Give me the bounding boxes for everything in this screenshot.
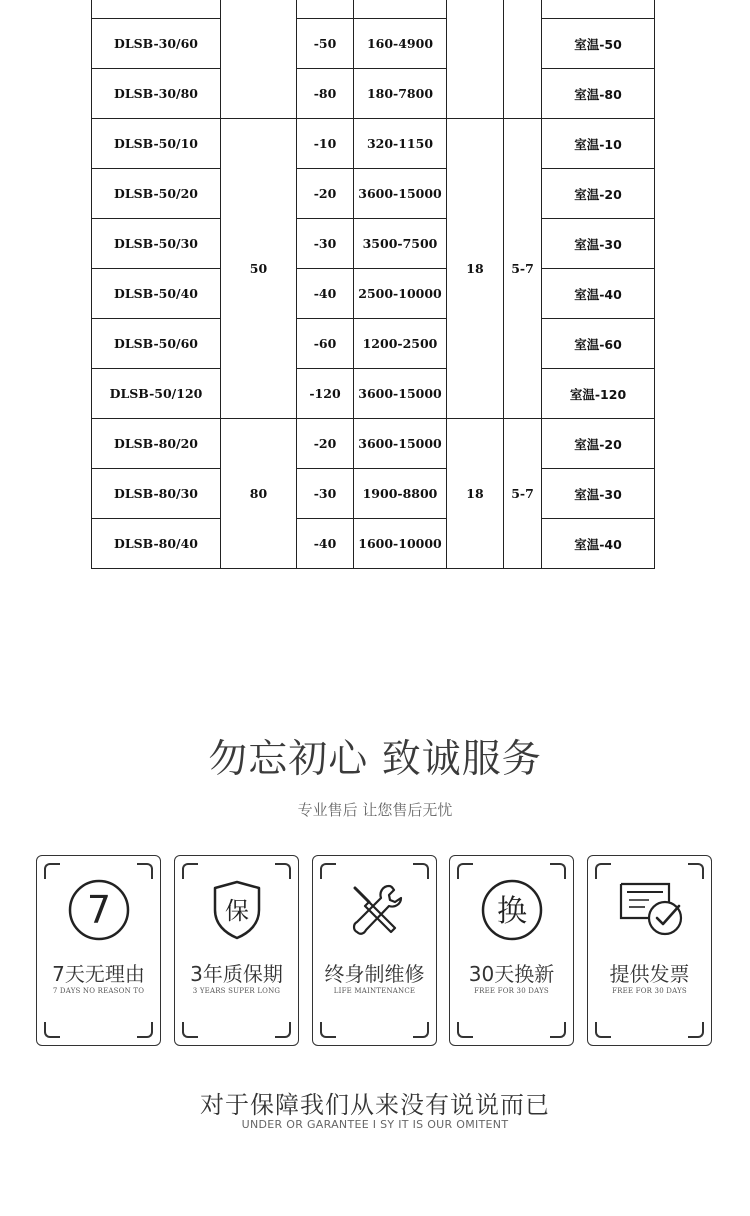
model-cell: DLSB-30/80 bbox=[92, 69, 221, 119]
power-cell: 18 bbox=[447, 119, 504, 419]
tools-icon bbox=[313, 878, 436, 942]
temp-cell: -20 bbox=[297, 419, 354, 469]
corner-decoration bbox=[320, 1022, 336, 1038]
guarantee-subtitle-en: UNDER OR GARANTEE I SY IT IS OUR OMITENT bbox=[241, 1118, 509, 1131]
temp-cell: -30 bbox=[297, 219, 354, 269]
corner-decoration bbox=[44, 1022, 60, 1038]
table-row bbox=[92, 119, 655, 169]
room-temp-cell: 室温-20 bbox=[542, 419, 655, 469]
model-cell: DLSB-50/40 bbox=[92, 269, 221, 319]
service-card-exchange bbox=[449, 855, 574, 1046]
card-subtitle-en: 7 DAYS NO REASON TO bbox=[52, 987, 145, 995]
table-row bbox=[92, 469, 655, 519]
flow-cell: 1200-2500 bbox=[354, 319, 447, 369]
corner-decoration bbox=[275, 863, 291, 879]
pressure-cell: 5-7 bbox=[504, 119, 542, 419]
model-cell: DLSB-50/30 bbox=[92, 219, 221, 269]
room-temp-cell: 室温-60 bbox=[542, 319, 655, 369]
table-row bbox=[92, 519, 655, 569]
card-title: 7天无理由 bbox=[52, 962, 145, 986]
flow-cell: 3600-15000 bbox=[354, 419, 447, 469]
model-cell: DLSB-50/120 bbox=[92, 369, 221, 419]
room-temp-cell: 室温-30 bbox=[542, 469, 655, 519]
room-temp-cell: 室温-80 bbox=[542, 69, 655, 119]
room-temp-cell: 室温-10 bbox=[542, 119, 655, 169]
temp-cell: -30 bbox=[297, 469, 354, 519]
corner-decoration bbox=[320, 863, 336, 879]
card-subtitle-en: FREE FOR 30 DAYS bbox=[474, 987, 549, 995]
seven-circle-icon bbox=[37, 878, 160, 942]
seven-icon-text: 7 bbox=[86, 888, 111, 932]
service-subtitle: 专业售后 让您售后无忧 bbox=[297, 801, 453, 819]
temp-cell: -50 bbox=[297, 19, 354, 69]
temp-cell: -60 bbox=[297, 319, 354, 369]
corner-decoration bbox=[413, 1022, 429, 1038]
corner-decoration bbox=[595, 1022, 611, 1038]
service-card-invoice bbox=[587, 855, 712, 1046]
table-row bbox=[92, 369, 655, 419]
temp-cell: -20 bbox=[297, 169, 354, 219]
pressure-cell: 5-7 bbox=[504, 419, 542, 569]
card-subtitle-en: LIFE MAINTENANCE bbox=[333, 987, 416, 995]
flow-cell: 3500-7500 bbox=[354, 219, 447, 269]
service-cards bbox=[36, 855, 714, 1048]
corner-decoration bbox=[182, 863, 198, 879]
corner-decoration bbox=[457, 863, 473, 879]
pressure-cell bbox=[504, 0, 542, 119]
service-card-3-years bbox=[174, 855, 299, 1046]
room-temp-cell: 室温-120 bbox=[542, 369, 655, 419]
flow-cell: 3600-15000 bbox=[354, 169, 447, 219]
guarantee-title: 对于保障我们从来没有说说而已 bbox=[200, 1091, 550, 1119]
card-subtitle-en: FREE FOR 30 DAYS bbox=[612, 987, 687, 995]
table-row bbox=[92, 0, 655, 19]
room-temp-cell: 室温-30 bbox=[542, 219, 655, 269]
table-row bbox=[92, 19, 655, 69]
corner-decoration bbox=[550, 1022, 566, 1038]
room-temp-cell: 室温-50 bbox=[542, 19, 655, 69]
corner-decoration bbox=[275, 1022, 291, 1038]
card-subtitle-en: 3 YEARS SUPER LONG bbox=[192, 987, 281, 995]
corner-decoration bbox=[688, 1022, 704, 1038]
corner-decoration bbox=[137, 1022, 153, 1038]
shield-icon bbox=[175, 878, 298, 942]
table-row bbox=[92, 169, 655, 219]
temp-cell: -40 bbox=[297, 269, 354, 319]
service-card-7-days bbox=[36, 855, 161, 1046]
card-title: 3年质保期 bbox=[190, 962, 283, 986]
spec-table bbox=[91, 0, 655, 569]
temp-cell: -120 bbox=[297, 369, 354, 419]
model-cell: DLSB-80/20 bbox=[92, 419, 221, 469]
invoice-check-icon bbox=[588, 878, 711, 942]
model-cell: DLSB-50/60 bbox=[92, 319, 221, 369]
corner-decoration bbox=[550, 863, 566, 879]
room-temp-cell: 室温-40 bbox=[542, 519, 655, 569]
model-cell: DLSB-50/10 bbox=[92, 119, 221, 169]
room-temp-cell: 室温-20 bbox=[542, 169, 655, 219]
model-cell: DLSB-80/30 bbox=[92, 469, 221, 519]
power-cell bbox=[447, 0, 504, 119]
exchange-circle-icon bbox=[450, 878, 573, 942]
corner-decoration bbox=[182, 1022, 198, 1038]
temp-cell: -40 bbox=[297, 519, 354, 569]
temp-cell: -80 bbox=[297, 69, 354, 119]
card-title: 提供发票 bbox=[609, 962, 690, 986]
temp-cell: -10 bbox=[297, 119, 354, 169]
table-row bbox=[92, 319, 655, 369]
table-row bbox=[92, 269, 655, 319]
capacity-cell bbox=[221, 0, 297, 119]
room-temp-cell: 室温-40 bbox=[542, 269, 655, 319]
model-cell bbox=[92, 0, 221, 19]
service-title: 勿忘初心 致诚服务 bbox=[208, 737, 542, 782]
flow-cell: 3600-15000 bbox=[354, 369, 447, 419]
flow-cell: 160-4900 bbox=[354, 19, 447, 69]
corner-decoration bbox=[44, 863, 60, 879]
temp-cell bbox=[297, 0, 354, 19]
exchange-icon-text: 换 bbox=[496, 894, 527, 929]
card-title: 终身制维修 bbox=[324, 962, 425, 986]
corner-decoration bbox=[688, 863, 704, 879]
service-card-maintenance bbox=[312, 855, 437, 1046]
model-cell: DLSB-30/60 bbox=[92, 19, 221, 69]
shield-icon-text: 保 bbox=[224, 897, 249, 925]
room-temp-cell bbox=[542, 0, 655, 19]
card-title: 30天换新 bbox=[468, 962, 555, 986]
power-cell: 18 bbox=[447, 419, 504, 569]
flow-cell bbox=[354, 0, 447, 19]
corner-decoration bbox=[457, 1022, 473, 1038]
capacity-cell: 80 bbox=[221, 419, 297, 569]
table-row bbox=[92, 69, 655, 119]
model-cell: DLSB-50/20 bbox=[92, 169, 221, 219]
model-cell: DLSB-80/40 bbox=[92, 519, 221, 569]
flow-cell: 180-7800 bbox=[354, 69, 447, 119]
flow-cell: 2500-10000 bbox=[354, 269, 447, 319]
corner-decoration bbox=[595, 863, 611, 879]
flow-cell: 320-1150 bbox=[354, 119, 447, 169]
flow-cell: 1600-10000 bbox=[354, 519, 447, 569]
table-row bbox=[92, 219, 655, 269]
corner-decoration bbox=[413, 863, 429, 879]
table-row bbox=[92, 419, 655, 469]
flow-cell: 1900-8800 bbox=[354, 469, 447, 519]
corner-decoration bbox=[137, 863, 153, 879]
capacity-cell: 50 bbox=[221, 119, 297, 419]
